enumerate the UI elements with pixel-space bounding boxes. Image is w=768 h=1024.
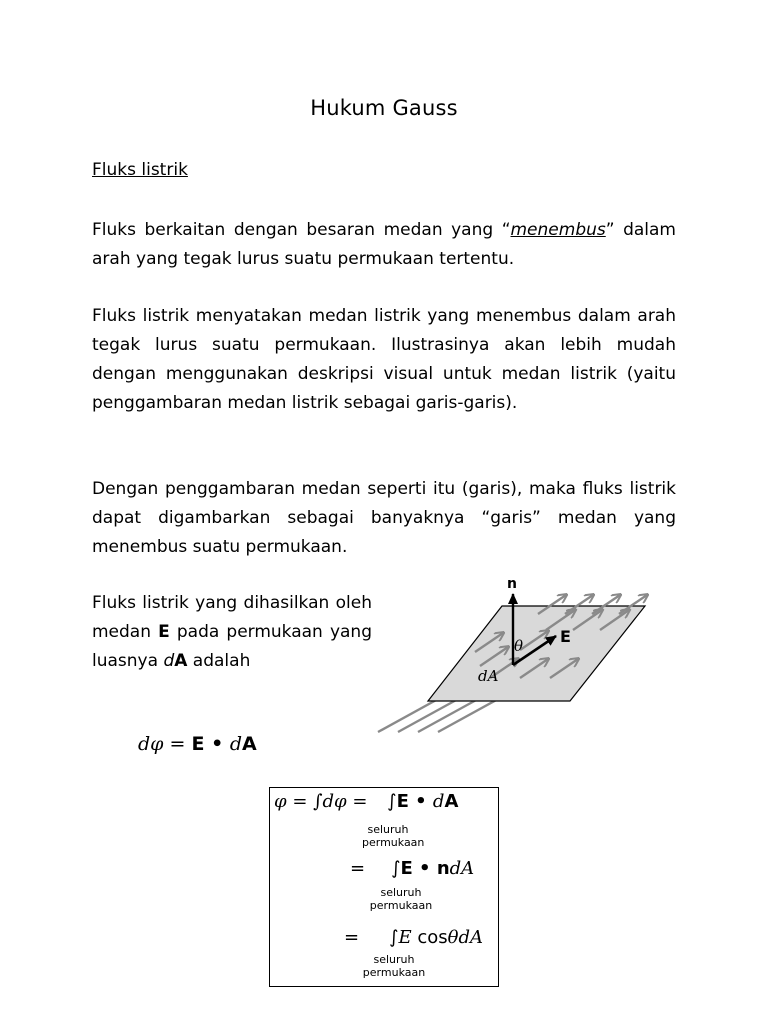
eq2-n: n [436, 858, 450, 879]
p4-vector-A: A [174, 651, 188, 671]
eq1-subscript [362, 823, 425, 849]
eq3-theta: θ [447, 927, 459, 948]
eq2-sub-permukaan: permukaan [369, 899, 433, 912]
eq1-dot: • [408, 791, 433, 812]
paragraph-field-lines: Dengan penggambaran medan seperti itu (garis), maka fluks listrik dapat digambarkan sebagai banyaknya “garis” medan yang menembus suatu permukaan. [92, 479, 676, 557]
flux-element-formula [138, 733, 257, 755]
eq2-dot: • [412, 858, 437, 879]
p4-text-c: adalah [187, 651, 251, 671]
eq3-sub-seluruh: seluruh [373, 953, 415, 966]
flux-surface-diagram [370, 570, 670, 740]
label-E: E [560, 627, 571, 646]
formula1-A: A [242, 733, 257, 755]
formula1-d: d [229, 733, 242, 755]
equation-line-2 [350, 858, 474, 879]
eq1-E: E [396, 791, 409, 812]
p4-d: d [163, 651, 175, 671]
eq2-integral: ∫ [391, 858, 401, 879]
paragraph-electric-flux: Fluks listrik menyatakan medan listrik yang menembus dalam arah tegak lurus suatu permukaan. Ilustrasinya akan lebih mudah dengan menggunakan deskripsi visual untuk medan listrik (yaitu penggambaran medan listrik sebagai garis-garis). [92, 306, 676, 413]
label-theta: θ [514, 637, 524, 655]
equation-line-3 [344, 927, 483, 948]
paragraph-flux-definition [92, 216, 676, 274]
eq3-cos: cos [411, 927, 448, 948]
formula1-dot: • [204, 733, 230, 755]
label-dA: dA [478, 667, 499, 685]
eq3-equals: = [344, 927, 360, 948]
p1-emphasis: menembus [510, 220, 606, 240]
page-title: Hukum Gauss [310, 96, 458, 120]
eq1-integral: ∫ [387, 791, 397, 812]
p1-text-end: ” dalam arah yang tegak lurus suatu permukaan tertentu. [92, 220, 676, 269]
eq3-E: E [398, 927, 412, 948]
p4-text-b: pada permukaan yang luasnya [92, 622, 372, 671]
gauss-flux-equations-box [269, 787, 499, 987]
eq2-subscript [369, 886, 433, 912]
p4-text-a: Fluks listrik yang dihasilkan oleh medan [92, 593, 372, 642]
eq1-A: A [444, 791, 459, 812]
eq2-dA: dA [449, 858, 475, 879]
p1-text-start: Fluks berkaitan dengan besaran medan yang “ [92, 220, 511, 240]
eq3-dA: dA [458, 927, 484, 948]
eq1-sub-seluruh: seluruh [367, 823, 409, 836]
eq3-subscript [362, 953, 426, 979]
formula1-lhs: dφ = [138, 733, 192, 755]
eq3-sub-permukaan: permukaan [362, 966, 426, 979]
paragraph-flux-element [92, 589, 372, 676]
eq3-integral: ∫ [389, 927, 399, 948]
eq1-lhs: φ = ∫dφ = [274, 791, 368, 812]
eq2-equals: = [350, 858, 366, 879]
eq1-d: d [432, 791, 445, 812]
eq2-E: E [400, 858, 413, 879]
p4-vector-E: E [158, 622, 170, 642]
eq2-sub-seluruh: seluruh [380, 886, 422, 899]
label-n: n [507, 576, 517, 592]
formula1-E: E [191, 733, 205, 755]
equation-line-1 [274, 791, 458, 812]
eq1-sub-permukaan: permukaan [362, 836, 425, 849]
section-heading: Fluks listrik [92, 160, 188, 180]
